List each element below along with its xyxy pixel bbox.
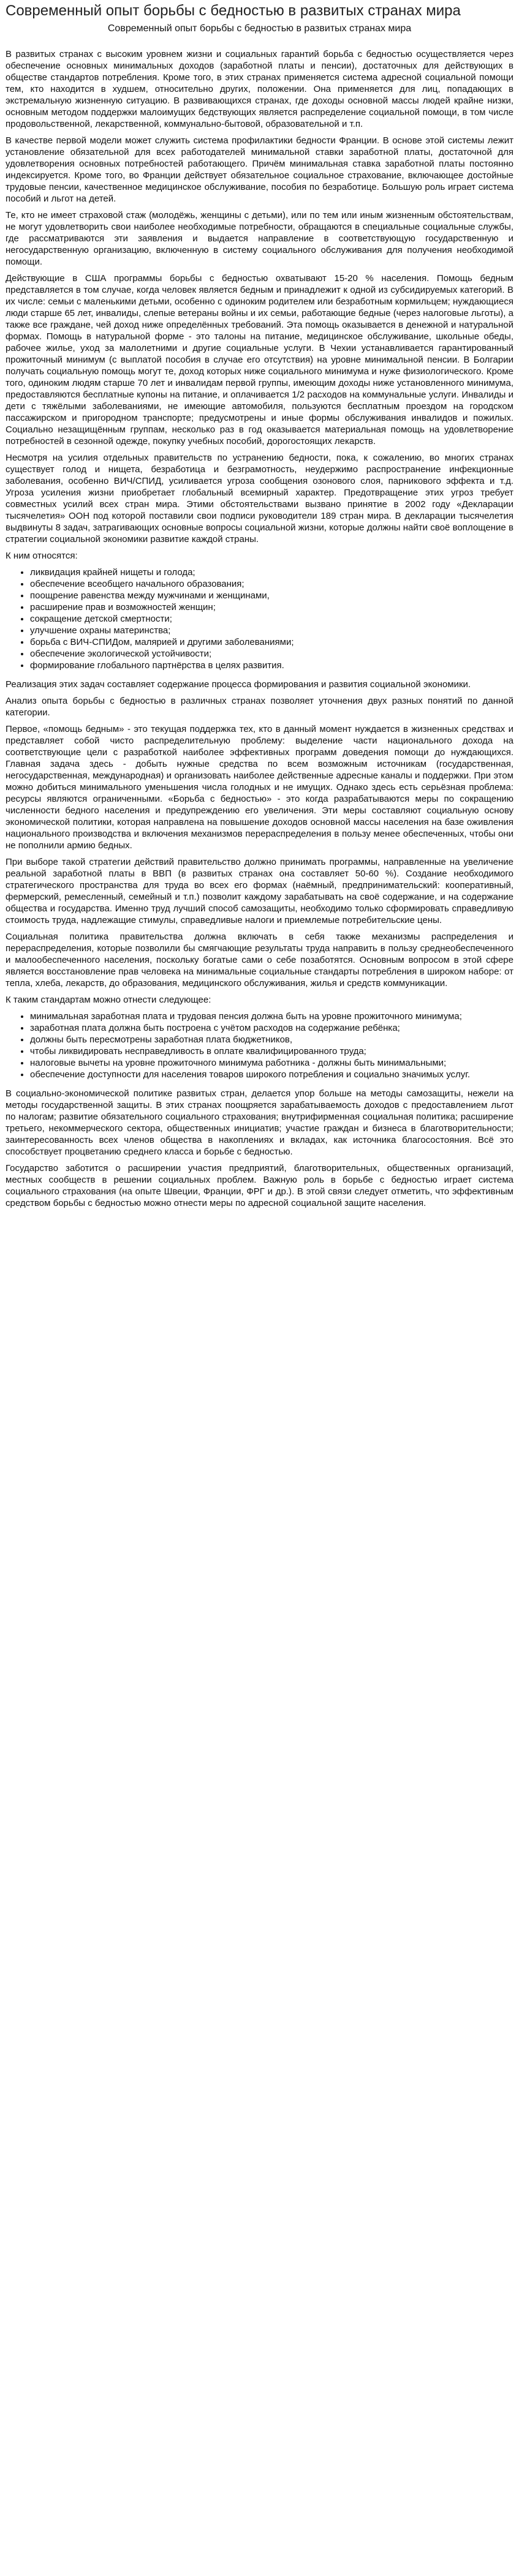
- list-item: • формирование глобального партнёрства в целях развития.: [30, 660, 513, 671]
- paragraph: Те, кто не имеет страховой стаж (молодёжь, женщины с детьми), или по тем или иным жизненным обстоятельствам, не могут удовлетворить свои наиболее необходимые потребности, обращаются в специальные социальные службы, где рассматриваются эти заявления и выдается направление в соответствующую государственную и негосударственную организацию, включенную в систему социального обслуживания для получения необходимой помощи.: [6, 210, 513, 267]
- paragraph: Первое, «помощь бедным» - это текущая поддержка тех, кто в данный момент нуждается в жизненных средствах и представляет собой чисто распределительную проблему: выделение части национального дохода на соответствующие цели с разработкой наиболее эффективных программ доведения помощи до нуждающихся. Главная задача здесь - добыть нужные средства по всем возможным источникам (государственная, негосударственная, международная) и организовать наиболее действенные адресные каналы и поддержки. При этом можно добиться минимального уменьшения числа голодных и не имущих. Однако здесь есть серьёзная проблема: ресурсы являются ограниченными. «Борьба с бедностью» - это когда разрабатываются меры по сокращению численности бедного населения и предупреждению его увеличения. Эти меры составляют социальную основу экономической политики, которая направлена на повышение доходов основной массы населения на базе оживления национального производства и включения механизмов перераспределения в пользу менее обеспеченных, чтобы они не пополнили армию бедных.: [6, 724, 513, 851]
- list-item: • обеспечение экологической устойчивости;: [30, 648, 513, 660]
- paragraph: Социальная политика правительства должна включать в себя также механизмы распределения и перераспределения, которые позволили бы смягчающие результаты труда направить в пользу среднеобеспеченного и малообеспеченного населения, поскольку богатые сами о себе позаботятся. Основным вопросом в этой сфере является восстановление прав человека на минимальные социальные стандарты потребления в широком наборе: от тепла, хлеба, лекарств, до образования, медицинского обслуживания, жилья и средств коммуникации.: [6, 932, 513, 989]
- paragraph: Государство заботится о расширении участия предприятий, благотворительных, общественных организаций, местных сообществ в решении социальных проблем. Важную роль в борьбе с бедностью играет система социального страхования (на опыте Швеции, Франции, ФРГ и др.). В этой связи следует отметить, что эффективным средством борьбы с бедностью можно отнести меры по адресной социальной защите населения.: [6, 1163, 513, 1208]
- paragraph: В развитых странах с высоким уровнем жизни и социальных гарантий борьба с бедностью осуществляется через обеспечение основных минимальных доходов (заработной платы и пенсии), достаточных для действующих в обществе стандартов потребления. Кроме того, в этих странах применяется система адресной социальной помощи тем, кто находится в худшем, относительно других, положении. Она применяется для лиц, попадающих в экстремальную жизненную ситуацию. В развивающихся странах, где доходы основной массы людей крайне низки, основным методом поддержки малоимущих бедствующих является распределение социальной помощи, в том числе продовольственной, лекарственной, коммунально-бытовой, образовательной и т.п.: [6, 49, 513, 129]
- paragraph: К таким стандартам можно отнести следующее:: [6, 995, 211, 1005]
- list-item: • ликвидация крайней нищеты и голода;: [30, 567, 513, 578]
- list-item: • расширение прав и возможностей женщин;: [30, 601, 513, 613]
- article: [0, 0, 519, 1220]
- paragraph: К ним относятся:: [6, 551, 78, 561]
- list-item: • чтобы ликвидировать несправедливость в оплате квалифицированного труда;: [30, 1045, 513, 1057]
- list-item: • сокращение детской смертности;: [30, 613, 513, 625]
- paragraph: В качестве первой модели может служить система профилактики бедности Франции. В основе этой системы лежит установление обязательной для всех работодателей минимальной ставки заработной платы, достаточной для удовлетворения основных потребностей работающего. Причём минимальная ставка заработной платы постоянно индексируется. Кроме того, во Франции действует обязательное социальное страхование, включающее достойные трудовые пенсии, качественное медицинское обслуживание, пособия по безработице. Большую роль играет система пособий и льгот на детей.: [6, 135, 513, 204]
- list-item: • должны быть пересмотрены заработная плата бюджетников,: [30, 1034, 513, 1045]
- list-item: • поощрение равенства между мужчинами и женщинами,: [30, 590, 513, 601]
- standards-list: [6, 1011, 513, 1080]
- paragraph: Реализация этих задач составляет содержание процесса формирования и развития социальной экономики.: [6, 679, 471, 690]
- paragraph: Несмотря на усилия отдельных правительств по устранению бедности, пока, к сожалению, во многих странах существует голод и нищета, безработица и безграмотность, неудержимо распространение инфекционные заболевания, особенно ВИЧ/СПИД, усиливается угроза сообщения озонового слоя, парникового эффекта и т.д. Угроза усиления жизни приобретает глобальный всемирный характер. Предотвращение этих угроз требует совместных усилий всех стран мира. Этими обстоятельствами вызвано принятие в 2002 году «Декларации тысячелетия» ООН под которой поставили свои подписи руководители 189 стран мира. В декларации тысячелетия выдвинуты 8 задач, затрагивающих основные вопросы социальной жизни, которые должны найти своё воплощение в стратегии социальной экономики развитие каждой страны.: [6, 453, 513, 544]
- list-item: • обеспечение доступности для населения товаров широкого потребления и социально значимых услуг.: [30, 1069, 513, 1080]
- list-item: • налоговые вычеты на уровне прожиточного минимума работника - должны быть минимальными;: [30, 1057, 513, 1069]
- paragraph: Анализ опыта борьбы с бедностью в различных странах позволяет уточнения двух разных понятий по данной категории.: [6, 696, 513, 718]
- goals-list: [6, 567, 513, 671]
- list-item: • минимальная заработная плата и трудовая пенсия должна быть на уровне прожиточного минимума;: [30, 1011, 513, 1022]
- paragraph: В социально-экономической политике развитых стран, делается упор больше на методы самозащиты, нежели на методы государственной защиты. В этих странах поощряется зарабатываемость доходов с предоставлением льгот по налогам; развитие обязательного социального страхования; внутрифирменная социальная политика; расширение третьего, некоммерческого сектора, общественных инициатив; участие граждан и бизнеса в благотворительности; заинтересованность всех членов общества в накоплениях и вкладах, как источника благосостояния. Всё это способствует процветанию среднего класса и борьбе с бедностью.: [6, 1088, 513, 1157]
- list-item: • борьба с ВИЧ-СПИДом, малярией и другими заболеваниями;: [30, 636, 513, 648]
- list-item: • заработная плата должна быть построена с учётом расходов на содержание ребёнка;: [30, 1022, 513, 1034]
- list-item: • обеспечение всеобщего начального образования;: [30, 578, 513, 590]
- list-item: • улучшение охраны материнства;: [30, 625, 513, 636]
- paragraph: Действующие в США программы борьбы с бедностью охватывают 15-20 % населения. Помощь бедным представляется в том случае, когда человек является бедным и принадлежит к одной из субсидируемых категорий. В их числе: семьи с маленькими детьми, особенно с одиноким родителем или безработным кормильцем; нуждающиеся люди старше 65 лет, инвалиды, слепые ветераны войны и их семьи, работающие бедные (через налоговые льготы), а также все граждане, чей доход ниже определённых требований. Эта помощь оказывается в денежной и натуральной формах. Помощь в натуральной форме - это талоны на питание, медицинское обслуживание, школьные обеды, рабочее жилье, уход за малолетними и другие социальные услуги. В Чехии устанавливается гарантированный прожиточный минимум (с выплатой пособия в случае его отсутствия) на уровне минимальной пенсии. В Болгарии получать социальную помощь могут те, доход которых ниже социального минимума и нуже физиологического. Кроме того, одиноким людям старше 70 лет и инвалидам первой группы, имеющим доходы ниже установленного минимума, предоставляются бесплатные купоны на питание, и оплачивается 1/2 расходов на коммунальные услуги. Инвалиды и дети с тяжёлыми заболеваниями, не имеющие автомобиля, пользуются бесплатным проездом на городском пассажирском и пригородном транспорте; предусмотрены и иные формы обслуживания инвалидов и пожилых. Социально незащищённым группам, несколько раз в год оказывается материальная помощь на удовлетворение потребностей в сезонной одежде, покупку учебных пособий, дорогостоящих лекарств.: [6, 273, 513, 446]
- article-subtitle: Современный опыт борьбы с бедностью в развитых странах мира: [107, 23, 412, 34]
- paragraph: При выборе такой стратегии действий правительство должно принимать программы, направленные на увеличение реальной заработной платы в ВВП (в развитых странах она составляет 50-60 %). Создание необходимого стратегического пространства для труда во всех его формах (наёмный, предпринимательский: кооперативный, фермерский, ремесленный, семейный и т.п.) позволит каждому зарабатывать на своё содержание, и на содержание общества и государства. Именно труд лучший способ самозащиты, необходимо только сформировать справедливую стоимость труда, надлежащие стимулы, справедливые налоги и приемлемые потребительские цены.: [6, 857, 513, 925]
- page-title: Современный опыт борьбы с бедностью в развитых странах мира: [6, 2, 461, 19]
